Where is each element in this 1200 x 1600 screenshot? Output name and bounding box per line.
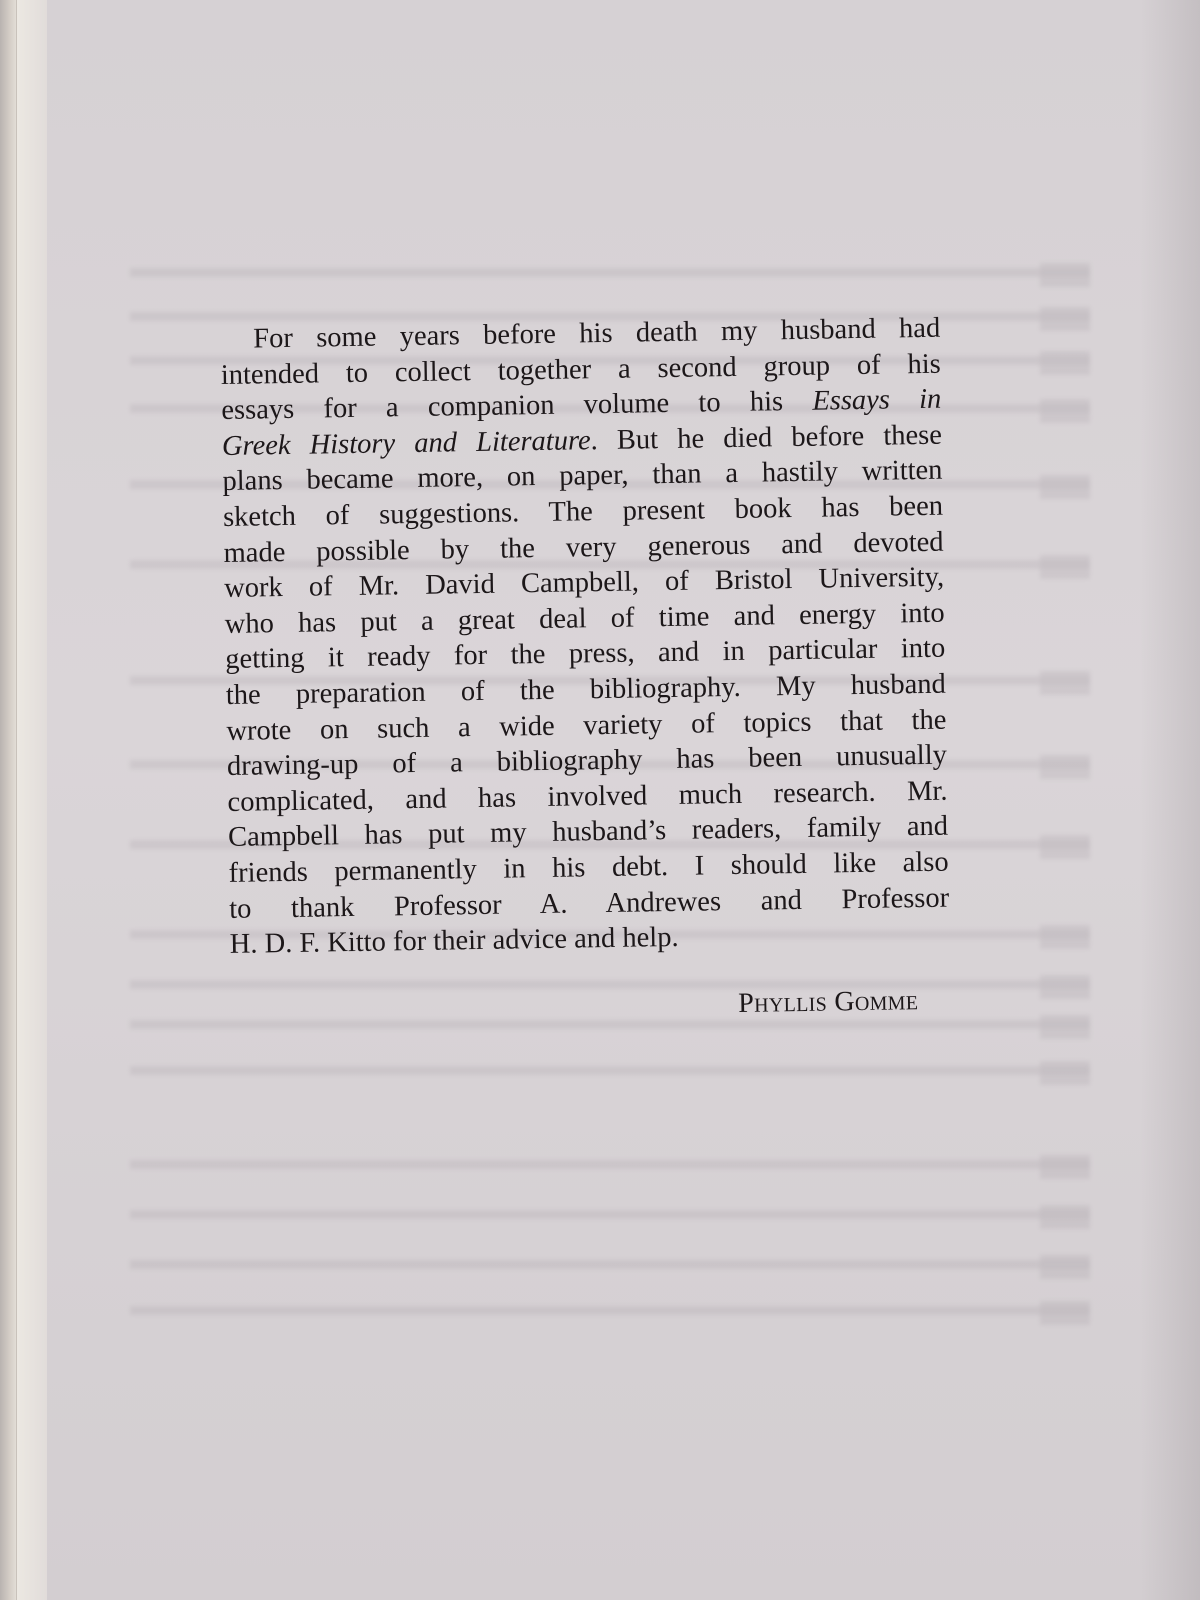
page-gutter xyxy=(16,0,47,1600)
paragraph-line: wrote on such a wide variety of topics that the xyxy=(226,704,947,747)
paragraph-line: work of Mr. David Campbell, of Bristol University, xyxy=(223,561,945,605)
book-title-italic: Essays in xyxy=(812,383,942,417)
paragraph-line: the preparation of the bibliography. My husband xyxy=(225,668,947,711)
preface-paragraph xyxy=(220,310,970,962)
paragraph-line: to thank Professor A. Andrewes and Professor xyxy=(228,882,950,925)
paragraph-line: sketch of suggestions. The present book has been xyxy=(222,490,944,533)
paragraph-line: made possible by the very generous and devoted xyxy=(223,526,944,569)
page-edge xyxy=(0,0,16,1600)
author-signature: Phyllis Gomme xyxy=(738,985,919,1019)
paragraph-line: For some years before his death my husband had xyxy=(253,312,941,355)
text-run: essays for a companion volume to his xyxy=(221,386,784,427)
paragraph-line: H. D. F. Kitto for their advice and help. xyxy=(229,921,679,961)
paragraph-line: drawing-up of a bibliography has been unusually xyxy=(226,739,948,783)
paragraph-line: friends permanently in his debt. I should like also xyxy=(228,846,949,889)
paragraph-line: getting it ready for the press, and in particular into xyxy=(225,632,946,676)
text-run: . But he died before these xyxy=(590,419,943,456)
paragraph-line: who has put a great deal of time and energy into xyxy=(224,597,945,640)
paragraph-line: plans became more, on paper, than a hastily written xyxy=(222,455,943,498)
book-title-italic: Greek History and Literature xyxy=(221,424,591,462)
paragraph-line: complicated, and has involved much research. Mr. xyxy=(227,775,948,818)
paragraph-line: Campbell has put my husband’s readers, family and xyxy=(227,810,949,854)
page-shadow xyxy=(1140,0,1200,1600)
paragraph-line: intended to collect together a second group of his xyxy=(220,348,941,391)
